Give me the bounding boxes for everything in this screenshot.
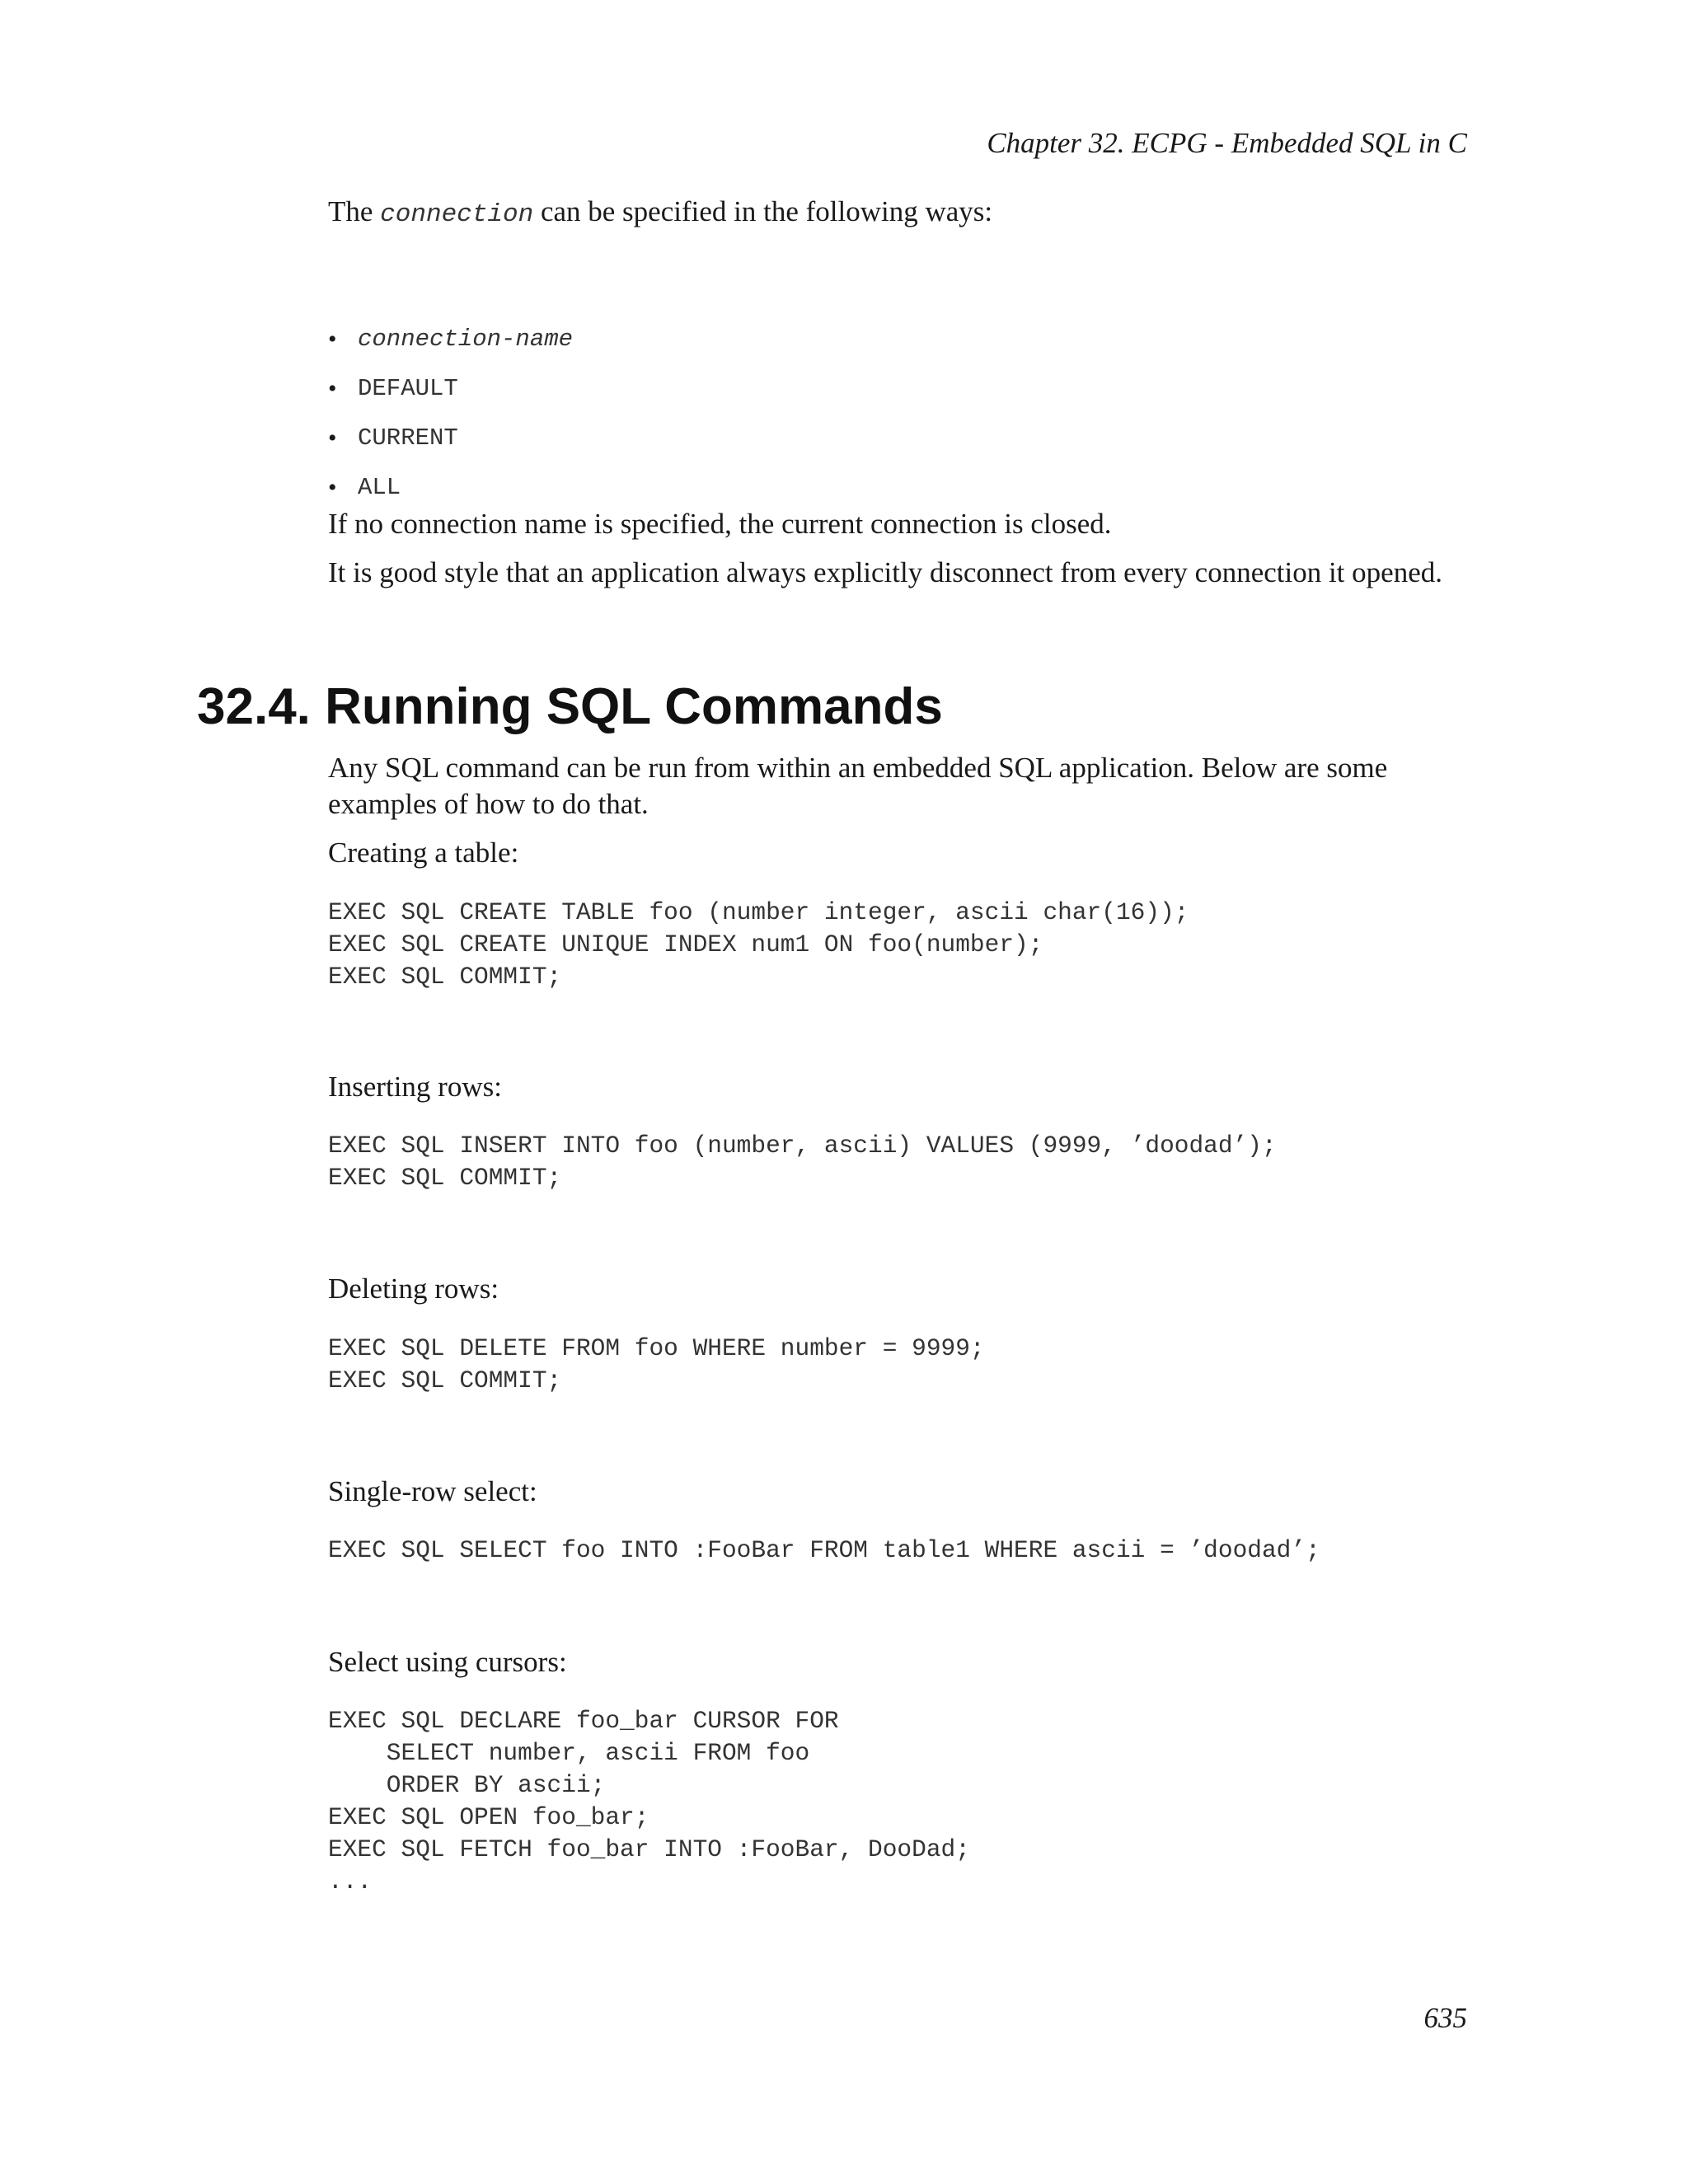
- example-label-select: Single-row select:: [328, 1475, 537, 1507]
- example-label-delete: Deleting rows:: [328, 1272, 499, 1305]
- bullet-icon: •: [328, 326, 337, 353]
- code-block-select: EXEC SQL SELECT foo INTO :FooBar FROM table1 WHERE ascii = ’doodad’;: [328, 1536, 1320, 1564]
- example-label-create: Creating a table:: [328, 837, 519, 869]
- section-intro: Any SQL command can be run from within an embedded SQL application. Below are some examples of how to do that.: [328, 752, 1388, 820]
- connection-options-list: [328, 315, 573, 513]
- code-block-create: EXEC SQL CREATE TABLE foo (number integer, ascii char(16)); EXEC SQL CREATE UNIQUE INDEX num1 ON foo(number); EXEC SQL COMMIT;: [328, 898, 1189, 991]
- intro-prefix: The: [328, 195, 381, 227]
- intro-suffix: can be specified in the following ways:: [533, 195, 993, 227]
- code-block-insert: EXEC SQL INSERT INTO foo (number, ascii) VALUES (9999, ’doodad’); EXEC SQL COMMIT;: [328, 1132, 1277, 1192]
- code-block-cursor: EXEC SQL DECLARE foo_bar CURSOR FOR SELECT number, ascii FROM foo ORDER BY ascii; EXEC SQL OPEN foo_bar; EXEC SQL FETCH foo_bar INTO :FooBar, DooDad; ...: [328, 1707, 970, 1896]
- page-number: 635: [1423, 2002, 1467, 2034]
- option-text: connection-name: [358, 326, 574, 353]
- example-label-cursor: Select using cursors:: [328, 1646, 567, 1678]
- list-item: [328, 315, 573, 364]
- list-item: [328, 414, 573, 463]
- paragraph-no-name: If no connection name is specified, the current connection is closed.: [328, 508, 1112, 540]
- list-item: [328, 364, 573, 414]
- option-text: DEFAULT: [358, 375, 458, 402]
- option-text: CURRENT: [358, 424, 458, 452]
- paragraph-good-style: It is good style that an application always explicitly disconnect from every connection it opened.: [328, 556, 1442, 588]
- section-heading: 32.4. Running SQL Commands: [197, 678, 943, 735]
- bullet-icon: •: [328, 375, 337, 402]
- intro-paragraph: [328, 194, 1470, 233]
- running-header: Chapter 32. ECPG - Embedded SQL in C: [987, 127, 1467, 159]
- intro-term: connection: [380, 200, 534, 229]
- bullet-icon: •: [328, 424, 337, 452]
- example-label-insert: Inserting rows:: [328, 1071, 502, 1103]
- list-item: [328, 463, 573, 513]
- option-text: ALL: [358, 474, 401, 501]
- code-block-delete: EXEC SQL DELETE FROM foo WHERE number = 9999; EXEC SQL COMMIT;: [328, 1334, 985, 1394]
- bullet-icon: •: [328, 474, 337, 501]
